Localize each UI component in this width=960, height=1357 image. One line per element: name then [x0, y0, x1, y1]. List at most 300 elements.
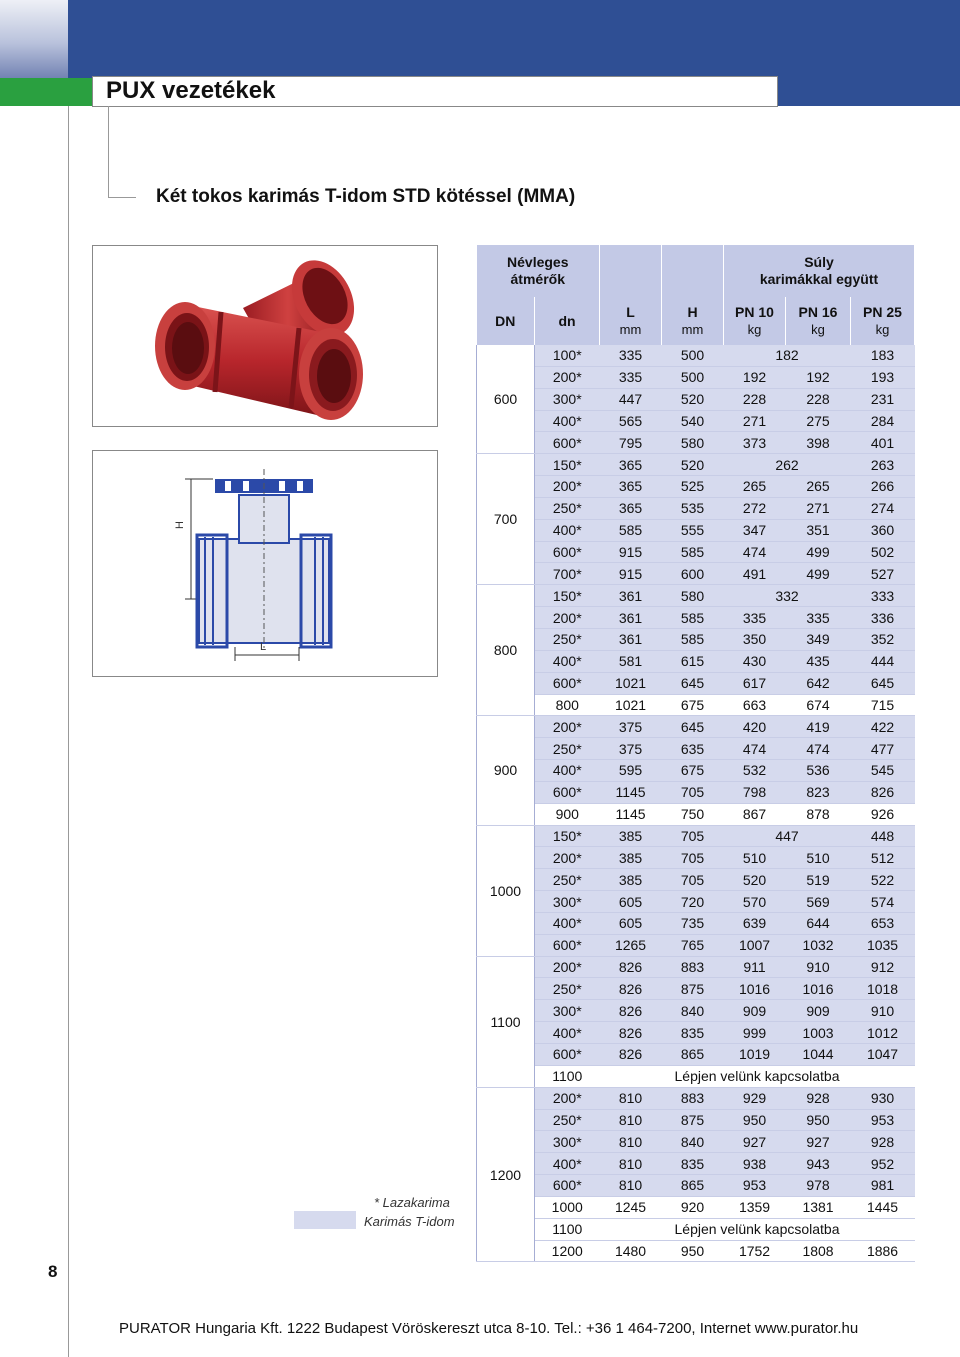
- dimension-label-h: H: [174, 521, 186, 529]
- cell-L: 585: [600, 519, 662, 541]
- table-row: [477, 1087, 915, 1109]
- cell-pn16: 950: [786, 1109, 851, 1131]
- cell-pn25: 1018: [851, 978, 915, 1000]
- cell-pn16: 1381: [786, 1196, 851, 1218]
- cell-pn16: 536: [786, 760, 851, 782]
- legend-line2: Karimás T-idom: [364, 1214, 455, 1229]
- cell-note: Lépjen velünk kapcsolatba: [600, 1065, 915, 1087]
- cell-pn25: 193: [851, 366, 915, 388]
- cell-pn25: 1012: [851, 1022, 915, 1044]
- cell-pn25: 952: [851, 1153, 915, 1175]
- cell-pn10: 474: [724, 738, 786, 760]
- cell-DN: 1100: [477, 956, 535, 1087]
- cell-pn25: 231: [851, 388, 915, 410]
- cell-dn: 200*: [535, 607, 600, 629]
- cell-dn: 150*: [535, 454, 600, 476]
- cell-DN: 600: [477, 345, 535, 454]
- table-row: [477, 388, 915, 410]
- cell-pn25: 910: [851, 1000, 915, 1022]
- page-number: 8: [48, 1262, 58, 1281]
- header-nominal-line1: Névleges: [507, 254, 569, 270]
- cell-DN: 800: [477, 585, 535, 716]
- cell-pn10: 570: [724, 891, 786, 913]
- cell-pn16: 265: [786, 476, 851, 498]
- cell-pn25: 266: [851, 476, 915, 498]
- column-header: [851, 297, 915, 345]
- table-row: [477, 607, 915, 629]
- cell-dn: 300*: [535, 1000, 600, 1022]
- cell-pn10: 350: [724, 628, 786, 650]
- cell-pn10: 532: [724, 760, 786, 782]
- cell-pn25: 401: [851, 432, 915, 454]
- product-photo: [92, 245, 438, 427]
- header-blue-band-right: [778, 78, 960, 106]
- cell-pn16: 398: [786, 432, 851, 454]
- cell-pn10: 265: [724, 476, 786, 498]
- cell-note: Lépjen velünk kapcsolatba: [600, 1218, 915, 1240]
- cell-H: 705: [662, 825, 724, 847]
- column-header-unit: mm: [681, 322, 704, 337]
- cell-pn25: 477: [851, 738, 915, 760]
- cell-L: 447: [600, 388, 662, 410]
- table-row: [477, 476, 915, 498]
- cell-pn10: 510: [724, 847, 786, 869]
- cell-pn10: 1016: [724, 978, 786, 1000]
- cell-H: 883: [662, 1087, 724, 1109]
- cell-pn10-16: 332: [724, 585, 851, 607]
- table-row: [477, 781, 915, 803]
- cell-dn: 200*: [535, 716, 600, 738]
- technical-drawing: [92, 450, 438, 677]
- cell-pn25: 263: [851, 454, 915, 476]
- cell-pn10: 999: [724, 1022, 786, 1044]
- cell-dn: 400*: [535, 1022, 600, 1044]
- cell-pn16: 642: [786, 672, 851, 694]
- cell-pn10: 347: [724, 519, 786, 541]
- cell-H: 525: [662, 476, 724, 498]
- header-nominal-diameter: [477, 245, 600, 297]
- cell-dn: 300*: [535, 388, 600, 410]
- legend-line1: * Lazakarima: [374, 1195, 450, 1210]
- cell-pn16: 435: [786, 650, 851, 672]
- cell-pn16: 1044: [786, 1044, 851, 1066]
- cell-pn16: 275: [786, 410, 851, 432]
- cell-dn: 1100: [535, 1065, 600, 1087]
- cell-L: 810: [600, 1131, 662, 1153]
- cell-pn10: 491: [724, 563, 786, 585]
- cell-L: 565: [600, 410, 662, 432]
- cell-pn25: 981: [851, 1175, 915, 1197]
- cell-L: 1145: [600, 781, 662, 803]
- table-row: [477, 1196, 915, 1218]
- cell-pn16: 474: [786, 738, 851, 760]
- cell-L: 365: [600, 497, 662, 519]
- cell-dn: 200*: [535, 366, 600, 388]
- cell-dn: 800: [535, 694, 600, 716]
- column-header-name: DN: [495, 312, 516, 329]
- cell-pn16: 910: [786, 956, 851, 978]
- column-header: [662, 297, 724, 345]
- table-row: [477, 978, 915, 1000]
- cell-H: 875: [662, 1109, 724, 1131]
- column-header-row: [477, 297, 915, 345]
- cell-pn25: 826: [851, 781, 915, 803]
- cell-dn: 400*: [535, 650, 600, 672]
- header-gradient-block: [0, 0, 68, 78]
- table-row: [477, 716, 915, 738]
- dimension-label-l: L: [260, 641, 267, 653]
- cell-L: 581: [600, 650, 662, 672]
- column-header-name: L: [626, 304, 635, 320]
- cell-pn10: 271: [724, 410, 786, 432]
- tee-pipe-photo: [93, 246, 437, 426]
- cell-pn16: 271: [786, 497, 851, 519]
- cell-dn: 400*: [535, 410, 600, 432]
- table-row: [477, 760, 915, 782]
- table-row: [477, 1109, 915, 1131]
- table-row: [477, 432, 915, 454]
- cell-H: 520: [662, 454, 724, 476]
- cell-H: 500: [662, 366, 724, 388]
- table-row: [477, 366, 915, 388]
- cell-H: 875: [662, 978, 724, 1000]
- cell-H: 865: [662, 1044, 724, 1066]
- cell-pn10: 373: [724, 432, 786, 454]
- cell-L: 915: [600, 541, 662, 563]
- header-weight: [724, 245, 915, 297]
- table-row: [477, 912, 915, 934]
- cell-pn16: 349: [786, 628, 851, 650]
- table-row: [477, 650, 915, 672]
- cell-L: 365: [600, 454, 662, 476]
- cell-H: 883: [662, 956, 724, 978]
- column-header-unit: mm: [619, 322, 642, 337]
- cell-pn25: 645: [851, 672, 915, 694]
- cell-pn25: 1047: [851, 1044, 915, 1066]
- cell-pn10: 927: [724, 1131, 786, 1153]
- cell-DN: 700: [477, 454, 535, 585]
- table-row: [477, 454, 915, 476]
- cell-pn16: 927: [786, 1131, 851, 1153]
- cell-dn: 250*: [535, 869, 600, 891]
- tee-section-drawing: [93, 451, 437, 676]
- cell-pn25: 545: [851, 760, 915, 782]
- cell-pn16: 823: [786, 781, 851, 803]
- cell-H: 615: [662, 650, 724, 672]
- cell-pn10: 867: [724, 803, 786, 825]
- cell-pn16: 878: [786, 803, 851, 825]
- cell-DN: 1200: [477, 1087, 535, 1262]
- cell-pn16: 499: [786, 541, 851, 563]
- cell-H: 840: [662, 1000, 724, 1022]
- cell-pn10: 228: [724, 388, 786, 410]
- cell-dn: 600*: [535, 1175, 600, 1197]
- table-row: [477, 891, 915, 913]
- cell-L: 385: [600, 825, 662, 847]
- cell-L: 826: [600, 956, 662, 978]
- cell-pn25: 926: [851, 803, 915, 825]
- table-row: [477, 803, 915, 825]
- cell-pn16: 351: [786, 519, 851, 541]
- cell-pn10: 430: [724, 650, 786, 672]
- cell-pn16: 569: [786, 891, 851, 913]
- cell-pn10: 1007: [724, 934, 786, 956]
- cell-H: 645: [662, 672, 724, 694]
- cell-L: 361: [600, 607, 662, 629]
- column-header-name: PN 16: [798, 304, 838, 320]
- fittings-table: [476, 245, 915, 1262]
- cell-pn16: 510: [786, 847, 851, 869]
- cell-pn25: 527: [851, 563, 915, 585]
- cell-H: 705: [662, 781, 724, 803]
- cell-dn: 250*: [535, 978, 600, 1000]
- cell-DN: 1000: [477, 825, 535, 956]
- cell-L: 385: [600, 869, 662, 891]
- cell-H: 635: [662, 738, 724, 760]
- cell-pn25: 1035: [851, 934, 915, 956]
- table-row: [477, 1240, 915, 1262]
- cell-H: 840: [662, 1131, 724, 1153]
- cell-L: 810: [600, 1153, 662, 1175]
- cell-H: 835: [662, 1153, 724, 1175]
- cell-H: 645: [662, 716, 724, 738]
- cell-H: 555: [662, 519, 724, 541]
- cell-L: 1245: [600, 1196, 662, 1218]
- cell-H: 950: [662, 1240, 724, 1262]
- cell-pn16: 928: [786, 1087, 851, 1109]
- cell-pn25: 183: [851, 345, 915, 366]
- table-row: [477, 1044, 915, 1066]
- cell-pn10: 1019: [724, 1044, 786, 1066]
- header-nominal-line2: átmérők: [510, 271, 565, 287]
- column-header-name: dn: [558, 312, 576, 329]
- cell-pn10: 617: [724, 672, 786, 694]
- table-row: [477, 628, 915, 650]
- cell-dn: 1100: [535, 1218, 600, 1240]
- cell-pn25: 930: [851, 1087, 915, 1109]
- cell-pn25: 574: [851, 891, 915, 913]
- cell-pn16: 909: [786, 1000, 851, 1022]
- table-row: [477, 345, 915, 366]
- cell-pn10-16: 182: [724, 345, 851, 366]
- cell-dn: 300*: [535, 891, 600, 913]
- cell-pn10: 953: [724, 1175, 786, 1197]
- cell-pn25: 502: [851, 541, 915, 563]
- cell-dn: 600*: [535, 672, 600, 694]
- cell-dn: 200*: [535, 956, 600, 978]
- cell-pn16: 1003: [786, 1022, 851, 1044]
- table-row: [477, 585, 915, 607]
- header-blue-band: [68, 0, 960, 78]
- column-header: [477, 297, 535, 345]
- cell-pn10: 520: [724, 869, 786, 891]
- cell-H: 580: [662, 585, 724, 607]
- cell-pn10: 639: [724, 912, 786, 934]
- cell-dn: 150*: [535, 585, 600, 607]
- cell-pn16: 499: [786, 563, 851, 585]
- table-row: [477, 956, 915, 978]
- cell-pn10: 950: [724, 1109, 786, 1131]
- cell-L: 810: [600, 1109, 662, 1131]
- cell-pn16: 1032: [786, 934, 851, 956]
- table-row: [477, 1218, 915, 1240]
- cell-L: 1021: [600, 694, 662, 716]
- cell-dn: 400*: [535, 912, 600, 934]
- cell-H: 705: [662, 869, 724, 891]
- cell-pn25: 512: [851, 847, 915, 869]
- column-header-name: PN 25: [863, 304, 902, 320]
- cell-L: 795: [600, 432, 662, 454]
- cell-H: 540: [662, 410, 724, 432]
- table-row: [477, 1000, 915, 1022]
- cell-pn25: 1445: [851, 1196, 915, 1218]
- cell-H: 585: [662, 607, 724, 629]
- cell-pn25: 1886: [851, 1240, 915, 1262]
- cell-pn25: 336: [851, 607, 915, 629]
- cell-pn10: 272: [724, 497, 786, 519]
- cell-H: 765: [662, 934, 724, 956]
- cell-H: 750: [662, 803, 724, 825]
- cell-pn25: 953: [851, 1109, 915, 1131]
- cell-dn: 150*: [535, 825, 600, 847]
- cell-dn: 400*: [535, 760, 600, 782]
- cell-L: 826: [600, 1000, 662, 1022]
- cell-dn: 600*: [535, 781, 600, 803]
- table-row: [477, 1175, 915, 1197]
- cell-dn: 400*: [535, 519, 600, 541]
- cell-pn25: 653: [851, 912, 915, 934]
- cell-H: 585: [662, 628, 724, 650]
- cell-pn25: 912: [851, 956, 915, 978]
- cell-pn25: 444: [851, 650, 915, 672]
- cell-H: 920: [662, 1196, 724, 1218]
- cell-L: 605: [600, 912, 662, 934]
- cell-pn16: 519: [786, 869, 851, 891]
- cell-pn10: 1359: [724, 1196, 786, 1218]
- cell-H: 585: [662, 541, 724, 563]
- cell-pn16: 228: [786, 388, 851, 410]
- cell-pn25: 928: [851, 1131, 915, 1153]
- legend-swatch: [294, 1211, 356, 1229]
- cell-H: 865: [662, 1175, 724, 1197]
- cell-dn: 900: [535, 803, 600, 825]
- cell-H: 500: [662, 345, 724, 366]
- cell-dn: 600*: [535, 934, 600, 956]
- cell-dn: 1000: [535, 1196, 600, 1218]
- cell-dn: 400*: [535, 1153, 600, 1175]
- cell-pn16: 419: [786, 716, 851, 738]
- cell-L: 1480: [600, 1240, 662, 1262]
- cell-L: 605: [600, 891, 662, 913]
- cell-dn: 250*: [535, 497, 600, 519]
- table-row: [477, 869, 915, 891]
- cell-dn: 200*: [535, 1087, 600, 1109]
- table-row: [477, 1065, 915, 1087]
- cell-L: 365: [600, 476, 662, 498]
- cell-dn: 250*: [535, 738, 600, 760]
- cell-pn10: 929: [724, 1087, 786, 1109]
- cell-H: 720: [662, 891, 724, 913]
- table-row: [477, 672, 915, 694]
- footer-contact: PURATOR Hungaria Kft. 1222 Budapest Vöröskereszt utca 8-10. Tel.: +36 1 464-7200, Internet www.purator.hu: [119, 1320, 859, 1337]
- cell-pn25: 715: [851, 694, 915, 716]
- cell-L: 810: [600, 1087, 662, 1109]
- cell-pn25: 448: [851, 825, 915, 847]
- header-weight-line2: karimákkal együtt: [759, 271, 879, 287]
- cell-L: 335: [600, 366, 662, 388]
- cell-dn: 300*: [535, 1131, 600, 1153]
- cell-H: 735: [662, 912, 724, 934]
- cell-pn10: 663: [724, 694, 786, 716]
- cell-L: 361: [600, 585, 662, 607]
- header-weight-line1: Súly: [804, 254, 834, 270]
- cell-H: 600: [662, 563, 724, 585]
- column-header-unit: kg: [811, 322, 825, 337]
- cell-pn10: 909: [724, 1000, 786, 1022]
- cell-pn16: 674: [786, 694, 851, 716]
- cell-pn25: 422: [851, 716, 915, 738]
- cell-L: 1021: [600, 672, 662, 694]
- cell-L: 826: [600, 1022, 662, 1044]
- cell-pn16: 1016: [786, 978, 851, 1000]
- column-header-name: PN 10: [735, 304, 774, 320]
- cell-pn25: 274: [851, 497, 915, 519]
- cell-pn16: 943: [786, 1153, 851, 1175]
- table-row: [477, 1153, 915, 1175]
- column-header: [724, 297, 786, 345]
- cell-L: 361: [600, 628, 662, 650]
- cell-L: 915: [600, 563, 662, 585]
- cell-dn: 600*: [535, 541, 600, 563]
- cell-pn25: 522: [851, 869, 915, 891]
- table-row: [477, 497, 915, 519]
- cell-dn: 1200: [535, 1240, 600, 1262]
- cell-pn16: 192: [786, 366, 851, 388]
- cell-dn: 600*: [535, 1044, 600, 1066]
- cell-H: 535: [662, 497, 724, 519]
- cell-L: 595: [600, 760, 662, 782]
- table-row: [477, 825, 915, 847]
- cell-H: 675: [662, 694, 724, 716]
- table-row: [477, 847, 915, 869]
- page-title: PUX vezetékek: [106, 77, 276, 104]
- connector-rule-horizontal: [108, 197, 136, 198]
- cell-pn10: 1752: [724, 1240, 786, 1262]
- table-row: [477, 1022, 915, 1044]
- table-row: [477, 541, 915, 563]
- cell-L: 826: [600, 1044, 662, 1066]
- section-subtitle: Két tokos karimás T-idom STD kötéssel (MMA): [156, 186, 576, 207]
- header-spacer: [662, 245, 724, 297]
- cell-pn10: 420: [724, 716, 786, 738]
- column-header-name: H: [687, 304, 698, 320]
- cell-pn10: 938: [724, 1153, 786, 1175]
- cell-pn10-16: 447: [724, 825, 851, 847]
- cell-dn: 250*: [535, 1109, 600, 1131]
- column-header-unit: kg: [747, 322, 762, 337]
- cell-pn16: 1808: [786, 1240, 851, 1262]
- cell-dn: 600*: [535, 432, 600, 454]
- cell-pn10: 474: [724, 541, 786, 563]
- table-row: [477, 934, 915, 956]
- cell-pn10-16: 262: [724, 454, 851, 476]
- cell-H: 580: [662, 432, 724, 454]
- table-body: [477, 345, 915, 1262]
- cell-H: 835: [662, 1022, 724, 1044]
- cell-dn: 200*: [535, 847, 600, 869]
- table-row: [477, 563, 915, 585]
- cell-L: 385: [600, 847, 662, 869]
